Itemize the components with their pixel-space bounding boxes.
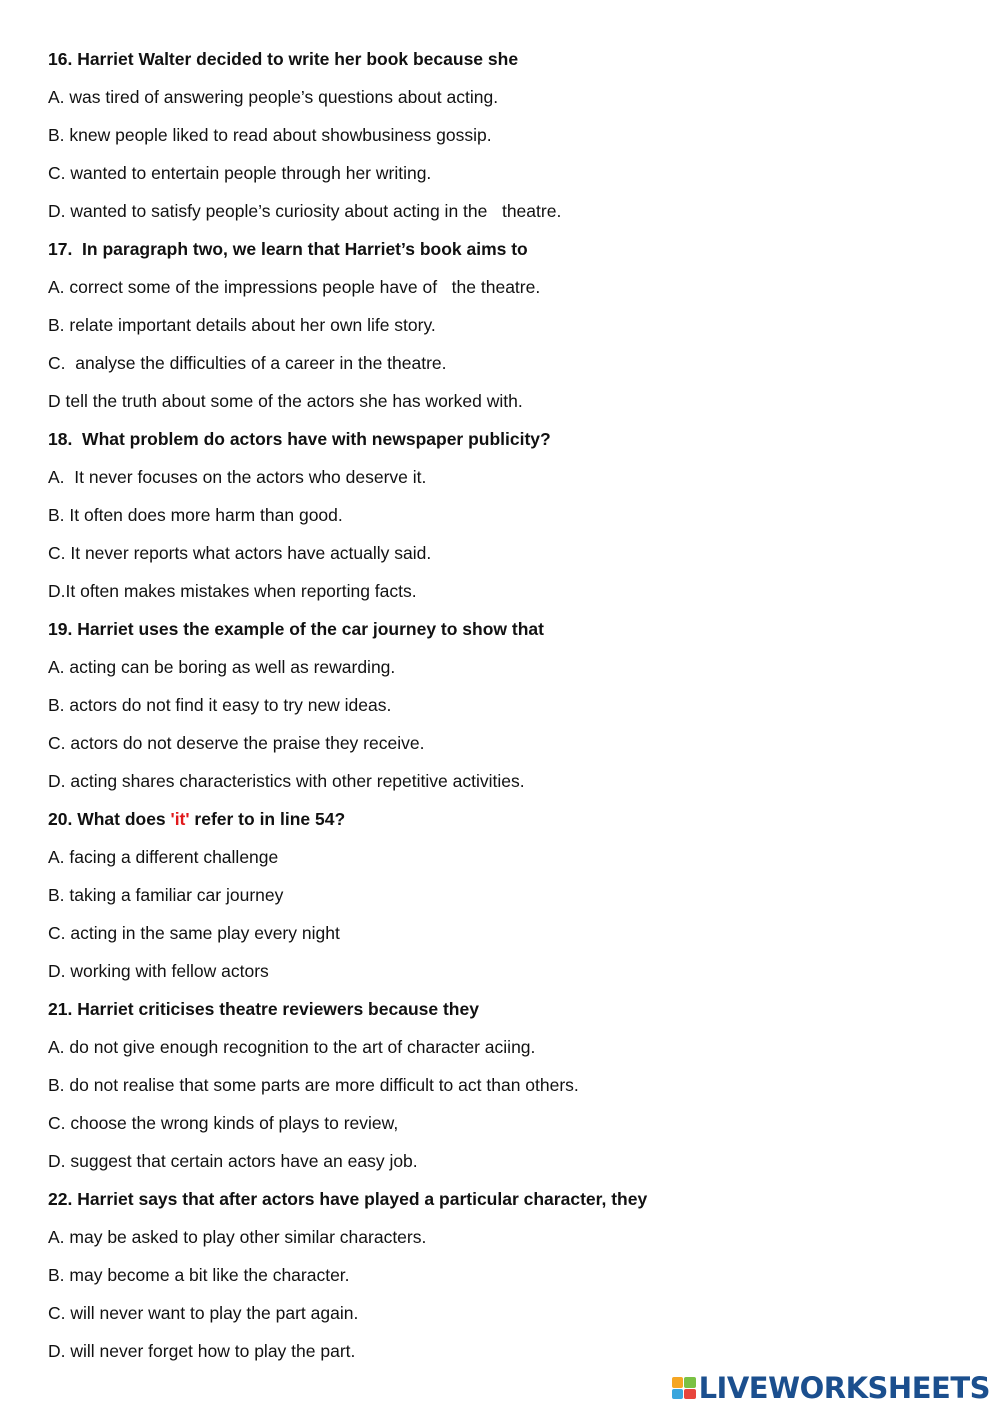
question-22-option-a: A. may be asked to play other similar characters.: [48, 1227, 427, 1247]
question-20-prompt-end: refer to in line 54?: [189, 809, 346, 829]
liveworksheets-logo-text: LIVEWORKSHEETS: [698, 1371, 990, 1405]
question-20-option-b: B. taking a familiar car journey: [48, 885, 284, 905]
question-19-option-b: B. actors do not find it easy to try new ideas.: [48, 695, 392, 715]
question-21-option-c: C. choose the wrong kinds of plays to review,: [48, 1113, 399, 1133]
question-20-prompt-start: 20. What does: [48, 809, 171, 829]
question-20-prompt: [48, 806, 968, 844]
question-20-option-c: C. acting in the same play every night: [48, 923, 340, 943]
question-18-option-d: D.It often makes mistakes when reporting facts.: [48, 581, 417, 601]
question-19-option-c: C. actors do not deserve the praise they receive.: [48, 733, 425, 753]
liveworksheets-logo-icon: [672, 1377, 696, 1399]
question-16-prompt: 16. Harriet Walter decided to write her book because she: [48, 49, 519, 69]
question-21-prompt: 21. Harriet criticises theatre reviewers because they: [48, 999, 479, 1019]
question-17-option-d: D tell the truth about some of the actors she has worked with.: [48, 391, 523, 411]
question-20-option-a: A. facing a different challenge: [48, 847, 279, 867]
question-22-option-b: B. may become a bit like the character.: [48, 1265, 350, 1285]
worksheet: [48, 46, 968, 1376]
question-16-option-d: D. wanted to satisfy people’s curiosity about acting in the theatre.: [48, 201, 562, 221]
question-16-option-c: C. wanted to entertain people through her writing.: [48, 163, 432, 183]
question-18-option-c: C. It never reports what actors have actually said.: [48, 543, 432, 563]
question-21-option-d: D. suggest that certain actors have an easy job.: [48, 1151, 418, 1171]
question-17-option-a: A. correct some of the impressions people have of the theatre.: [48, 277, 541, 297]
question-22-option-d: D. will never forget how to play the part.: [48, 1341, 356, 1361]
question-21-option-a: A. do not give enough recognition to the art of character aciing.: [48, 1037, 536, 1057]
question-22-option-c: C. will never want to play the part again.: [48, 1303, 359, 1323]
question-19-option-d: D. acting shares characteristics with other repetitive activities.: [48, 771, 525, 791]
question-18-prompt: 18. What problem do actors have with newspaper publicity?: [48, 429, 551, 449]
question-16-option-b: B. knew people liked to read about showbusiness gossip.: [48, 125, 492, 145]
question-20-option-d: D. working with fellow actors: [48, 961, 269, 981]
question-22-prompt: 22. Harriet says that after actors have played a particular character, they: [48, 1189, 648, 1209]
question-16-option-a: A. was tired of answering people’s questions about acting.: [48, 87, 499, 107]
logo-tile-2: [684, 1377, 696, 1388]
question-17-prompt: 17. In paragraph two, we learn that Harriet’s book aims to: [48, 239, 528, 259]
question-19-prompt: 19. Harriet uses the example of the car journey to show that: [48, 619, 544, 639]
question-17-option-c: C. analyse the difficulties of a career in the theatre.: [48, 353, 447, 373]
question-18-option-a: A. It never focuses on the actors who deserve it.: [48, 467, 427, 487]
question-18-option-b: B. It often does more harm than good.: [48, 505, 343, 525]
logo-tile-3: [672, 1389, 684, 1400]
liveworksheets-logo: [672, 1371, 990, 1405]
question-21-option-b: B. do not realise that some parts are more difficult to act than others.: [48, 1075, 579, 1095]
question-19-option-a: A. acting can be boring as well as rewarding.: [48, 657, 396, 677]
question-17-option-b: B. relate important details about her own life story.: [48, 315, 436, 335]
logo-tile-1: [672, 1377, 684, 1388]
question-20-highlight-word: 'it': [170, 809, 190, 829]
logo-tile-4: [684, 1389, 696, 1400]
